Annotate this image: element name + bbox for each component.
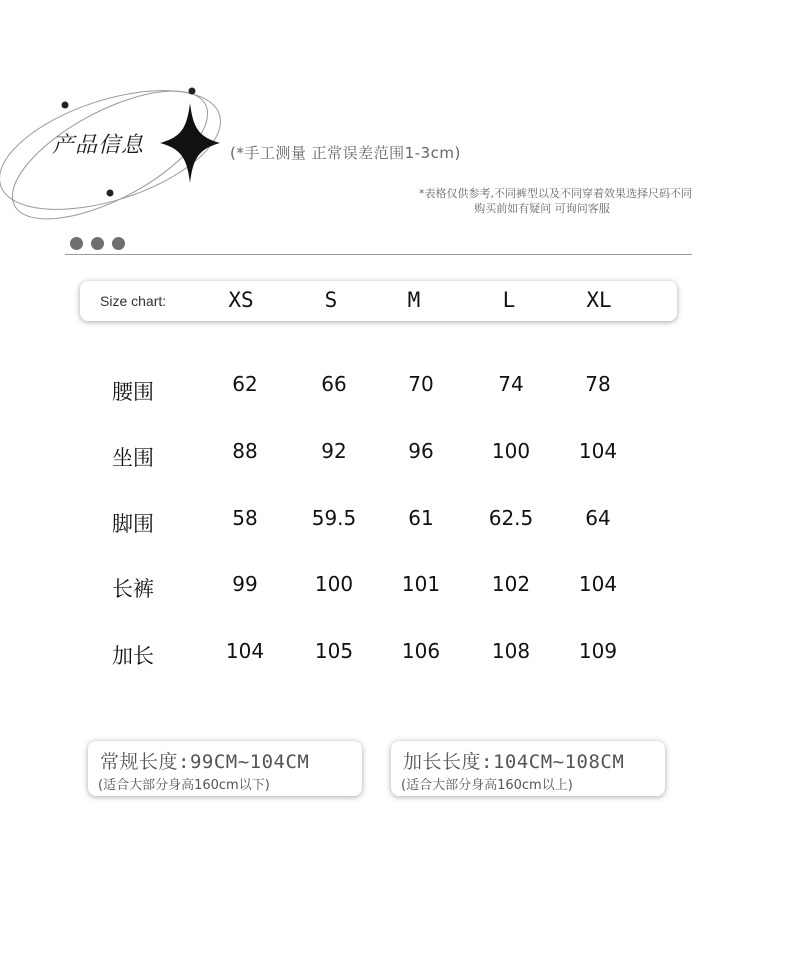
table-cell: 109 <box>578 639 618 663</box>
regular-length-fit: (适合大部分身高160cm以下) <box>98 778 270 793</box>
row-label-hem: 脚围 <box>112 512 154 536</box>
table-cell: 78 <box>585 372 611 396</box>
table-cell: 108 <box>491 639 531 663</box>
disclaimer <box>272 186 692 216</box>
table-cell: 100 <box>314 572 354 596</box>
size-chart-header <box>80 281 677 321</box>
row-label-extra-long: 加长 <box>112 644 154 668</box>
table-cell: 62.5 <box>488 506 534 530</box>
table-cell: 99 <box>232 572 258 596</box>
table-cell: 106 <box>401 639 441 663</box>
size-chart-label: Size chart: <box>100 293 167 309</box>
table-cell: 96 <box>408 439 434 463</box>
row-label-length: 长裤 <box>112 577 154 601</box>
table-cell: 59.5 <box>311 506 357 530</box>
table-cell: 66 <box>321 372 347 396</box>
table-cell: 61 <box>408 506 434 530</box>
table-cell: 70 <box>408 372 434 396</box>
decorative-dots <box>70 237 125 250</box>
table-cell: 88 <box>232 439 258 463</box>
row-label-hip: 坐围 <box>112 446 154 470</box>
long-length-fit: (适合大部分身高160cm以上) <box>401 778 573 793</box>
long-length-note <box>391 741 665 796</box>
orbit-dot <box>107 190 114 197</box>
sparkle-star-icon <box>160 103 220 183</box>
page-title: 产品信息 <box>52 133 145 158</box>
divider <box>65 254 692 255</box>
size-m: M <box>407 288 421 312</box>
table-cell: 92 <box>321 439 347 463</box>
table-cell: 104 <box>578 439 618 463</box>
table-cell: 100 <box>491 439 531 463</box>
measurement-note: (*手工测量 正常误差范围1-3cm) <box>230 144 461 162</box>
disclaimer-line-2: 购买前如有疑问 可询问客服 <box>474 202 610 215</box>
size-xl: XL <box>586 288 612 312</box>
table-cell: 62 <box>232 372 258 396</box>
size-l: L <box>502 288 516 312</box>
row-label-waist: 腰围 <box>112 380 154 404</box>
table-cell: 101 <box>401 572 441 596</box>
table-cell: 58 <box>232 506 258 530</box>
table-cell: 64 <box>585 506 611 530</box>
table-cell: 104 <box>578 572 618 596</box>
orbit-dot <box>62 102 69 109</box>
regular-length-range: 常规长度:99CM~104CM <box>100 751 310 773</box>
table-cell: 102 <box>491 572 531 596</box>
disclaimer-line-1: *表格仅供参考,不同裤型以及不同穿着效果选择尺码不同 <box>419 187 692 200</box>
long-length-range: 加长长度:104CM~108CM <box>403 751 625 773</box>
size-s: S <box>324 288 338 312</box>
table-cell: 104 <box>225 639 265 663</box>
table-cell: 74 <box>498 372 524 396</box>
size-xs: XS <box>228 288 254 312</box>
table-cell: 105 <box>314 639 354 663</box>
regular-length-note <box>88 741 362 796</box>
orbit-dot <box>189 88 196 95</box>
